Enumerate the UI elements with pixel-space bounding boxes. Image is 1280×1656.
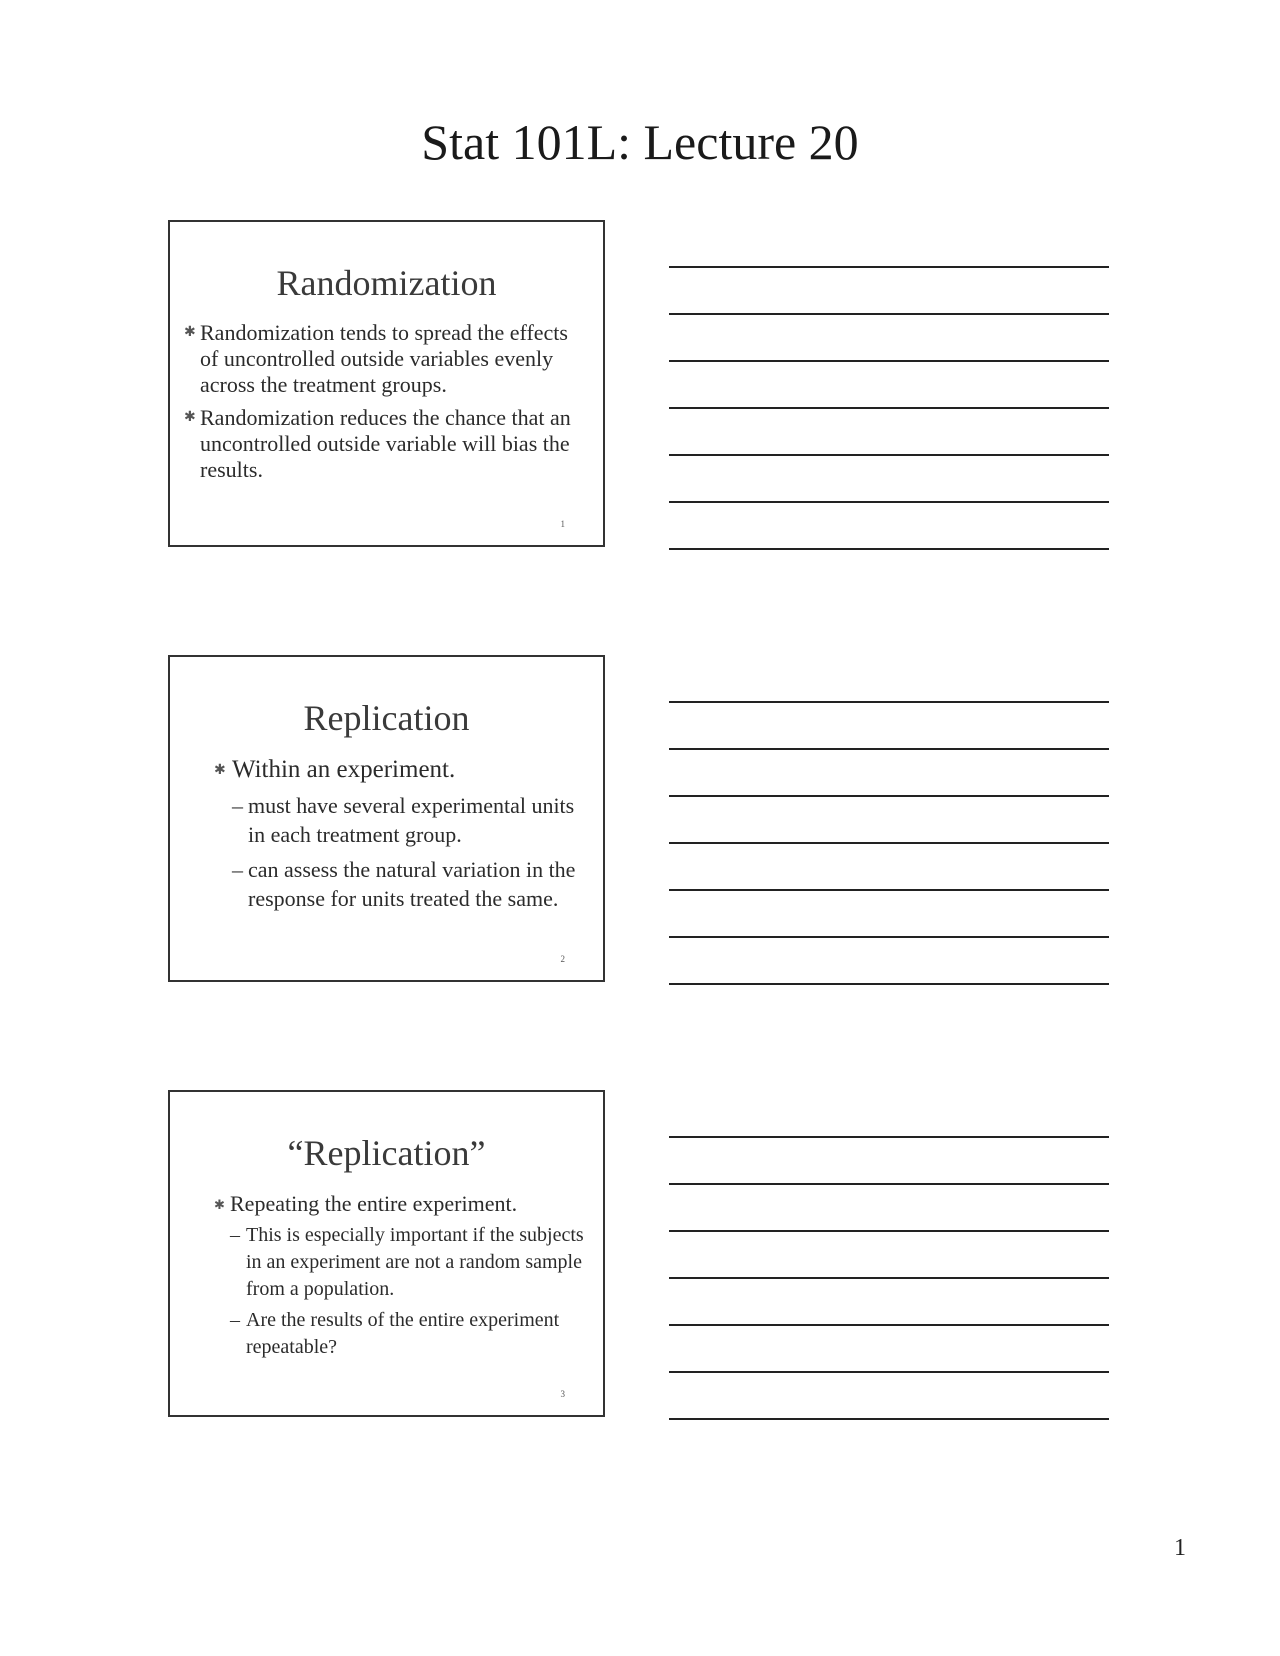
slide-3 (168, 1090, 605, 1417)
slide-number: 1 (560, 519, 565, 529)
note-line (669, 889, 1109, 891)
slide-2 (168, 655, 605, 982)
slide-number: 3 (560, 1389, 565, 1399)
note-line (669, 748, 1109, 750)
dash-marker: – (232, 857, 243, 882)
note-line (669, 983, 1109, 985)
subbullet-list (232, 791, 584, 913)
note-line (669, 1324, 1109, 1326)
note-line (669, 313, 1109, 315)
bullet-star-icon: ✱ (184, 325, 196, 340)
note-line (669, 266, 1109, 268)
dash-marker: – (232, 793, 243, 818)
bullet-item (214, 1190, 584, 1361)
slide-title: Randomization (276, 263, 497, 303)
note-line (669, 1136, 1109, 1138)
subbullet-text: must have several experimental units in each treatment group. (248, 793, 575, 847)
bullet-item (184, 320, 584, 398)
slide-title: “Replication” (287, 1133, 486, 1173)
page-number: 1 (1174, 1535, 1186, 1561)
note-line (669, 1230, 1109, 1232)
subbullet-text: Are the results of the entire experiment repeatable? (246, 1309, 560, 1358)
page-title: Stat 101L: Lecture 20 (421, 114, 859, 170)
note-line (669, 1277, 1109, 1279)
note-line (669, 795, 1109, 797)
subbullet-text: This is especially important if the subjects in an experiment are not a random sample from a population. (246, 1224, 584, 1300)
bullet-list (184, 320, 584, 490)
slide-number: 2 (560, 954, 565, 964)
subbullet-item (230, 1222, 584, 1303)
note-line (669, 1371, 1109, 1373)
bullet-star-icon: ✱ (214, 1197, 225, 1212)
bullet-text: Repeating the entire experiment. (230, 1191, 518, 1216)
dash-marker: – (230, 1224, 240, 1246)
bullet-text: Randomization reduces the chance that an uncontrolled outside variable will bias the results. (200, 405, 571, 482)
note-line (669, 701, 1109, 703)
note-line (669, 454, 1109, 456)
note-line (669, 842, 1109, 844)
bullet-star-icon: ✱ (184, 410, 196, 425)
bullet-text: Randomization tends to spread the effects of uncontrolled outside variables evenly across the treatment groups. (200, 320, 568, 397)
note-line (669, 936, 1109, 938)
bullet-list (214, 1190, 584, 1365)
bullet-star-icon: ✱ (214, 763, 226, 778)
bullet-text: Within an experiment. (232, 756, 456, 783)
slide-1 (168, 220, 605, 547)
note-line (669, 548, 1109, 550)
subbullet-item (232, 791, 584, 849)
bullet-item (184, 405, 584, 483)
bullet-list (214, 755, 584, 919)
note-line (669, 360, 1109, 362)
dash-marker: – (230, 1309, 240, 1331)
bullet-item (214, 755, 584, 913)
slide-title: Replication (303, 698, 470, 738)
note-line (669, 501, 1109, 503)
note-line (669, 1183, 1109, 1185)
subbullet-item (230, 1307, 584, 1361)
note-line (669, 1418, 1109, 1420)
subbullet-list (230, 1222, 584, 1361)
subbullet-item (232, 855, 584, 913)
subbullet-text: can assess the natural variation in the response for units treated the same. (248, 857, 576, 911)
note-line (669, 407, 1109, 409)
